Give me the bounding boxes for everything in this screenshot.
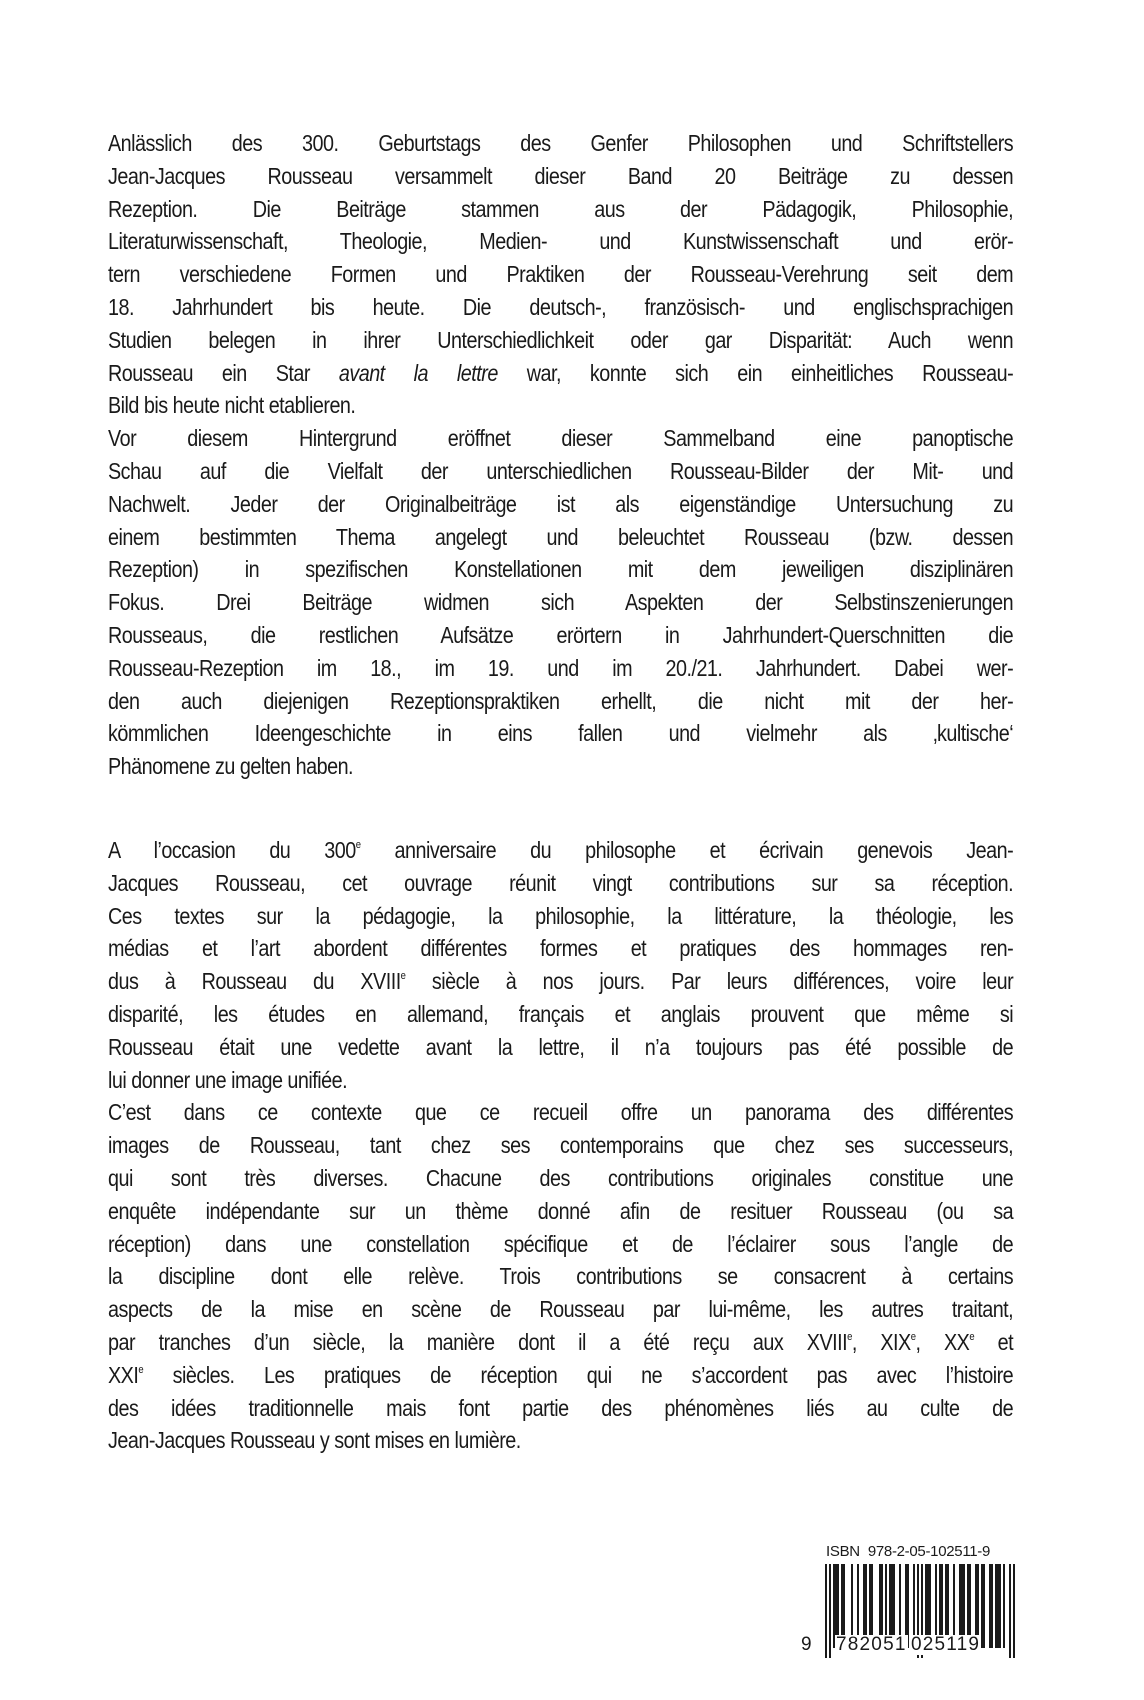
text-line-content: Rezeption) in spezifischen Konstellationen mit dem jeweiligen disziplinären xyxy=(108,556,1014,583)
italic-phrase: avant la lettre xyxy=(338,359,498,386)
text-line-content: Schau auf die Vielfalt der unterschiedlichen Rousseau-Bilder der Mit- und xyxy=(108,457,1014,484)
isbn-number: 978-2-05-102511-9 xyxy=(867,1543,991,1560)
text-line xyxy=(108,488,1013,521)
text-line xyxy=(108,1064,1013,1097)
text-line xyxy=(108,965,1013,998)
barcode-digit-first: 9 xyxy=(801,1634,813,1655)
text-line-content: qui sont très diverses. Chacune des contributions originales constitue une xyxy=(108,1164,1014,1191)
isbn-label xyxy=(826,1543,1014,1561)
superscript-e: e xyxy=(355,839,361,851)
text-line xyxy=(108,521,1013,554)
text-line xyxy=(108,834,1013,867)
french-paragraph-1 xyxy=(108,834,1013,1096)
text-line-content: lui donner une image unifiée. xyxy=(108,1066,348,1093)
text-line xyxy=(108,717,1013,750)
text-line xyxy=(108,160,1013,193)
text-line xyxy=(108,1392,1013,1425)
text-line-content: Jacques Rousseau, cet ouvrage réunit vingt contributions sur sa réception. xyxy=(108,869,1014,896)
text-line xyxy=(108,619,1013,652)
isbn-word: ISBN xyxy=(826,1543,860,1560)
text-line-content: Rousseaus, die restlichen Aufsätze erörtern in Jahrhundert-Querschnitten die xyxy=(108,621,1014,648)
german-paragraph-1 xyxy=(108,127,1013,422)
text-line-content: Jean-Jacques Rousseau y sont mises en lumière. xyxy=(108,1427,521,1454)
text-line-content: médias et l’art abordent différentes formes et pratiques des hommages ren- xyxy=(108,935,1014,962)
text-line xyxy=(108,324,1013,357)
text-line xyxy=(108,225,1013,258)
text-line-content: den auch diejenigen Rezeptionspraktiken erhellt, die nicht mit der her- xyxy=(108,687,1014,714)
text-line xyxy=(108,1162,1013,1195)
german-paragraph-2 xyxy=(108,422,1013,783)
text-line-content: Nachwelt. Jeder der Originalbeiträge ist als eigenständige Untersuchung zu xyxy=(108,490,1014,517)
text-line xyxy=(108,932,1013,965)
superscript-e: e xyxy=(910,1330,916,1343)
text-line xyxy=(108,193,1013,226)
french-blurb xyxy=(108,834,1013,1457)
text-line xyxy=(108,389,1013,422)
text-line-content: la discipline dont elle relève. Trois contributions se consacrent à certains xyxy=(108,1263,1014,1290)
text-line xyxy=(108,291,1013,324)
text-line-content: tern verschiedene Formen und Praktiken der Rousseau-Verehrung seit dem xyxy=(108,261,1014,288)
isbn-barcode-block xyxy=(800,1540,1015,1665)
text-line xyxy=(108,553,1013,586)
superscript-e: e xyxy=(400,970,406,983)
text-line-content: disparité, les études en allemand, français et anglais prouvent que même si xyxy=(108,1000,1014,1027)
text-line xyxy=(108,685,1013,718)
superscript-e: e xyxy=(847,1330,852,1343)
text-line-content: enquête indépendante sur un thème donné afin de resituer Rousseau (ou sa xyxy=(108,1197,1014,1224)
text-line-content: C’est dans ce contexte que ce recueil offre un panorama des différentes xyxy=(108,1099,1014,1126)
text-line xyxy=(108,1031,1013,1064)
text-line xyxy=(108,750,1013,783)
text-line xyxy=(108,258,1013,291)
text-line-content: Studien belegen in ihrer Unterschiedlichkeit oder gar Disparität: Auch wenn xyxy=(108,326,1014,353)
text-line xyxy=(108,586,1013,619)
text-line-content: Fokus. Drei Beiträge widmen sich Aspekten der Selbstinszenierungen xyxy=(108,589,1014,616)
text-line-content: Rezeption. Die Beiträge stammen aus der Pädagogik, Philosophie, xyxy=(108,195,1014,222)
text-line-content: images de Rousseau, tant chez ses contemporains que chez ses successeurs, xyxy=(108,1132,1014,1159)
barcode-digits-left: 782051 xyxy=(836,1634,907,1655)
text-line-content: Ces textes sur la pédagogie, la philosophie, la littérature, la théologie, les xyxy=(108,902,1014,929)
superscript-e: e xyxy=(138,1363,144,1376)
text-line xyxy=(108,1129,1013,1162)
text-line xyxy=(108,422,1013,455)
text-line-content: Rousseau était une vedette avant la lettre, il n’a toujours pas été possible de xyxy=(108,1033,1014,1060)
barcode-digits-right: 025119 xyxy=(911,1634,981,1655)
text-line-content: Vor diesem Hintergrund eröffnet dieser Sammelband eine panoptische xyxy=(108,425,1014,452)
text-line-content: par tranches d’un siècle, la manière dont il a été reçu aux XVIIIe, XIXe, XXe et xyxy=(108,1328,1014,1355)
text-line-content: réception) dans une constellation spécifique et de l’éclairer sous l’angle de xyxy=(108,1230,1014,1257)
text-line xyxy=(108,998,1013,1031)
text-line-content: dus à Rousseau du XVIIIe siècle à nos jours. Par leurs différences, voire leur xyxy=(108,968,1014,995)
text-line xyxy=(108,867,1013,900)
text-line xyxy=(108,1359,1013,1392)
text-line-content: Bild bis heute nicht etablieren. xyxy=(108,392,356,419)
text-line-content: Phänomene zu gelten haben. xyxy=(108,753,354,780)
text-line xyxy=(108,455,1013,488)
text-line xyxy=(108,1326,1013,1359)
text-line xyxy=(108,1260,1013,1293)
text-line-content: 18. Jahrhundert bis heute. Die deutsch-, französisch- und englischsprachigen xyxy=(108,293,1014,320)
text-line-content: XXIe siècles. Les pratiques de réception qui ne s’accordent pas avec l’histoire xyxy=(108,1361,1014,1388)
text-line-content: Anlässlich des 300. Geburtstags des Genfer Philosophen und Schriftstellers xyxy=(108,130,1014,156)
text-line xyxy=(108,1424,1013,1457)
text-line xyxy=(108,357,1013,390)
text-line-content: Literaturwissenschaft, Theologie, Medien- und Kunstwissenschaft und erör- xyxy=(108,228,1014,255)
superscript-e: e xyxy=(969,1330,975,1343)
text-line xyxy=(108,127,1013,160)
german-blurb xyxy=(108,127,1013,783)
text-line xyxy=(108,900,1013,933)
french-paragraph-2 xyxy=(108,1096,1013,1457)
text-line-content: einem bestimmten Thema angelegt und beleuchtet Rousseau (bzw. dessen xyxy=(108,523,1014,550)
text-line-content: aspects de la mise en scène de Rousseau par lui-même, les autres traitant, xyxy=(108,1296,1014,1323)
text-line xyxy=(108,1228,1013,1261)
text-line-content: A l’occasion du 300e anniversaire du philosophe et écrivain genevois Jean- xyxy=(108,837,1014,863)
text-line-content: des idées traditionnelle mais font partie des phénomènes liés au culte de xyxy=(108,1394,1014,1421)
text-line xyxy=(108,652,1013,685)
text-line xyxy=(108,1096,1013,1129)
text-line-content: Rousseau ein Star avant la lettre war, konnte sich ein einheitliches Rousseau- xyxy=(108,359,1014,386)
text-line xyxy=(108,1293,1013,1326)
text-line xyxy=(108,1195,1013,1228)
text-line-content: Rousseau-Rezeption im 18., im 19. und im 20./21. Jahrhundert. Dabei wer- xyxy=(108,654,1014,681)
text-line-content: kömmlichen Ideengeschichte in eins fallen und vielmehr als ‚kultische‘ xyxy=(108,720,1014,747)
text-line-content: Jean-Jacques Rousseau versammelt dieser Band 20 Beiträge zu dessen xyxy=(108,162,1014,189)
